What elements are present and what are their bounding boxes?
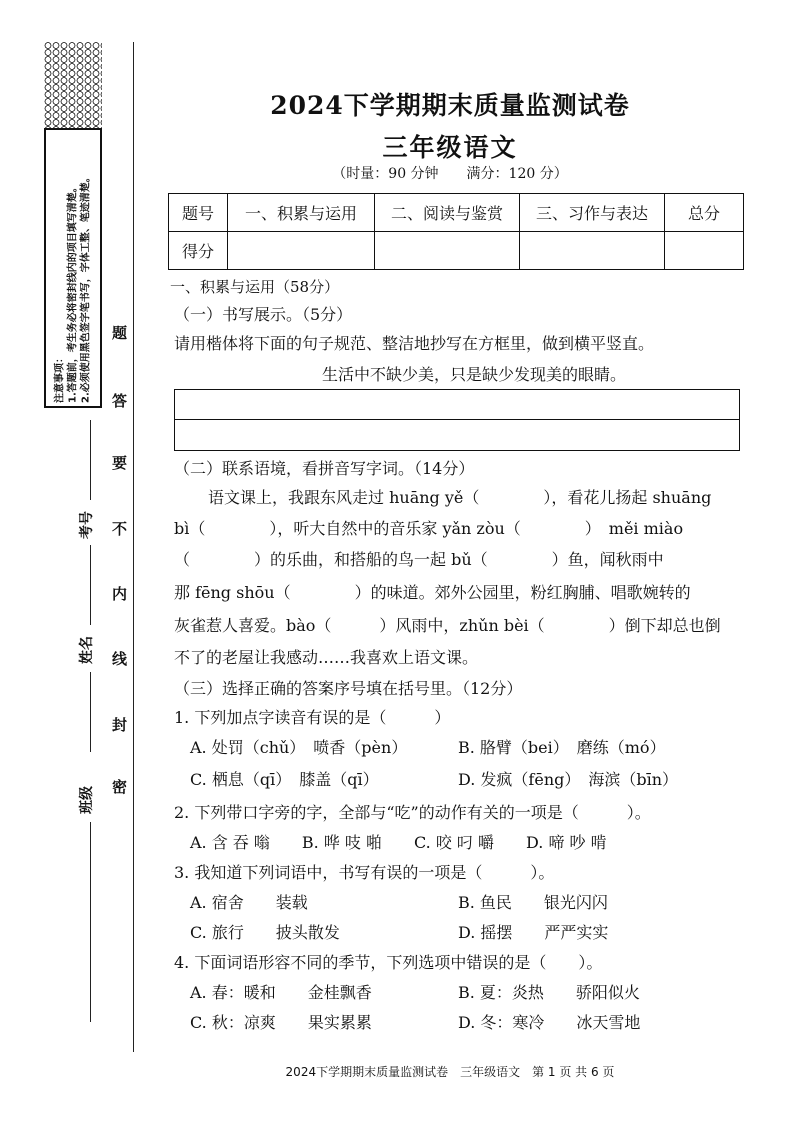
notice-box — [44, 128, 102, 408]
option: B. 鱼民 银光闪闪 — [458, 893, 608, 912]
option: A. 处罚（chǔ） 喷香（pèn） — [190, 738, 408, 757]
exam-no-blank[interactable] — [90, 420, 92, 500]
option: D. 冬：寒冷 冰天雪地 — [458, 1013, 641, 1032]
notice-title: 注意事项： — [54, 353, 66, 403]
option-row: A. 含 吞 嗡 B. 哗 吱 啪 C. 咬 叼 嚼 D. 啼 吵 啃 — [190, 833, 607, 852]
notice-item-2: 2.必须使用黑色签字笔书写，字体工整、笔迹清楚。 — [80, 172, 92, 403]
score-input-cell[interactable] — [375, 232, 520, 270]
option: C. 秋：凉爽 果实累累 — [190, 1013, 372, 1032]
score-input-cell[interactable] — [520, 232, 665, 270]
question-stem: 3. 我知道下列词语中，书写有误的一项是（ ）。 — [174, 863, 555, 882]
score-cell: 二、阅读与鉴赏 — [375, 194, 520, 232]
seal-char: 题 — [112, 324, 128, 342]
seat-blank[interactable] — [90, 822, 92, 1022]
seal-char: 不 — [112, 520, 128, 538]
score-table-header-row — [169, 194, 744, 232]
pinyin-line: 那 fēng shōu（ ）的味道。郊外公园里，粉红胸脯、唱歌婉转的 — [174, 583, 691, 602]
seal-char: 内 — [112, 585, 128, 603]
name-blank[interactable] — [90, 545, 92, 625]
question-stem: 2. 下列带口字旁的字，全部与“吃”的动作有关的一项是（ ）。 — [174, 803, 651, 822]
pinyin-line: （ ）的乐曲，和搭船的鸟一起 bǔ（ ）鱼，闻秋雨中 — [174, 550, 664, 569]
score-row-label: 得分 — [169, 232, 228, 270]
subsection-heading: （二）联系语境，看拼音写字词。（14分） — [174, 459, 475, 478]
subsection-heading: （三）选择正确的答案序号填在括号里。（12分） — [174, 679, 523, 698]
question-stem: 4. 下面词语形容不同的季节，下列选项中错误的是（ ）。 — [174, 953, 603, 972]
seal-char: 线 — [112, 650, 128, 668]
binding-holes — [44, 42, 102, 128]
option: B. 胳臂（bei） 磨练（mó） — [458, 738, 666, 757]
notice-text — [54, 133, 93, 403]
notice-item-1: 1.答题前，考生务必将密封线内的项目填写清楚。 — [67, 182, 79, 403]
score-cell: 三、习作与表达 — [520, 194, 665, 232]
score-cell: 总分 — [665, 194, 744, 232]
score-cell: 题号 — [169, 194, 228, 232]
seal-char: 密 — [112, 778, 128, 796]
class-blank[interactable] — [90, 672, 92, 752]
seal-line — [133, 42, 134, 1052]
score-cell: 一、积累与运用 — [228, 194, 375, 232]
option: D. 摇摆 严严实实 — [458, 923, 609, 942]
exam-title: 2024下学期期末质量监测试卷 — [270, 91, 630, 120]
option: C. 旅行 披头散发 — [190, 923, 340, 942]
pinyin-line: 灰雀惹人喜爱。bào（ ）风雨中，zhǔn bèi（ ）倒下却总也倒 — [174, 616, 721, 635]
seal-char: 要 — [112, 454, 128, 472]
pinyin-line: 语文课上，我跟东风走过 huāng yě（ ），看花儿扬起 shuāng — [208, 488, 712, 507]
instruction-text: 请用楷体将下面的句子规范、整洁地抄写在方框里，做到横平竖直。 — [174, 334, 655, 353]
seal-char: 封 — [112, 716, 128, 734]
subsection-heading: （一）书写展示。（5分） — [174, 305, 353, 324]
page-footer: 2024下学期期末质量监测试卷 三年级语文 第 1 页 共 6 页 — [285, 1065, 615, 1079]
name-label: 姓名 — [79, 636, 95, 664]
copy-sentence: 生活中不缺少美，只是缺少发现美的眼睛。 — [322, 365, 627, 384]
writing-box-divider — [175, 419, 739, 420]
score-table — [168, 193, 744, 270]
question-stem: 1. 下列加点字读音有误的是（ ） — [174, 708, 451, 727]
option: A. 春：暖和 金桂飘香 — [190, 983, 372, 1002]
option: C. 栖息（qī） 膝盖（qī） — [190, 770, 379, 789]
exam-subject: 三年级语文 — [382, 133, 518, 162]
score-table-score-row — [169, 232, 744, 270]
option: B. 夏：炎热 骄阳似火 — [458, 983, 640, 1002]
option: A. 宿舍 装载 — [190, 893, 308, 912]
exam-meta: （时量：90 分钟 满分：120 分） — [332, 166, 568, 182]
class-label: 班级 — [79, 786, 95, 814]
section-heading: 一、积累与运用（58分） — [170, 278, 340, 296]
pinyin-line: 不了的老屋让我感动……我喜欢上语文课。 — [174, 648, 479, 667]
writing-box[interactable] — [174, 389, 740, 451]
pinyin-line: bì（ ），听大自然中的音乐家 yǎn zòu（ ） měi miào — [174, 519, 684, 538]
score-input-cell[interactable] — [665, 232, 744, 270]
seal-char: 答 — [112, 392, 128, 410]
score-input-cell[interactable] — [228, 232, 375, 270]
option: D. 发疯（fēng） 海滨（bīn） — [458, 770, 679, 789]
exam-no-label: 考号 — [79, 511, 95, 539]
